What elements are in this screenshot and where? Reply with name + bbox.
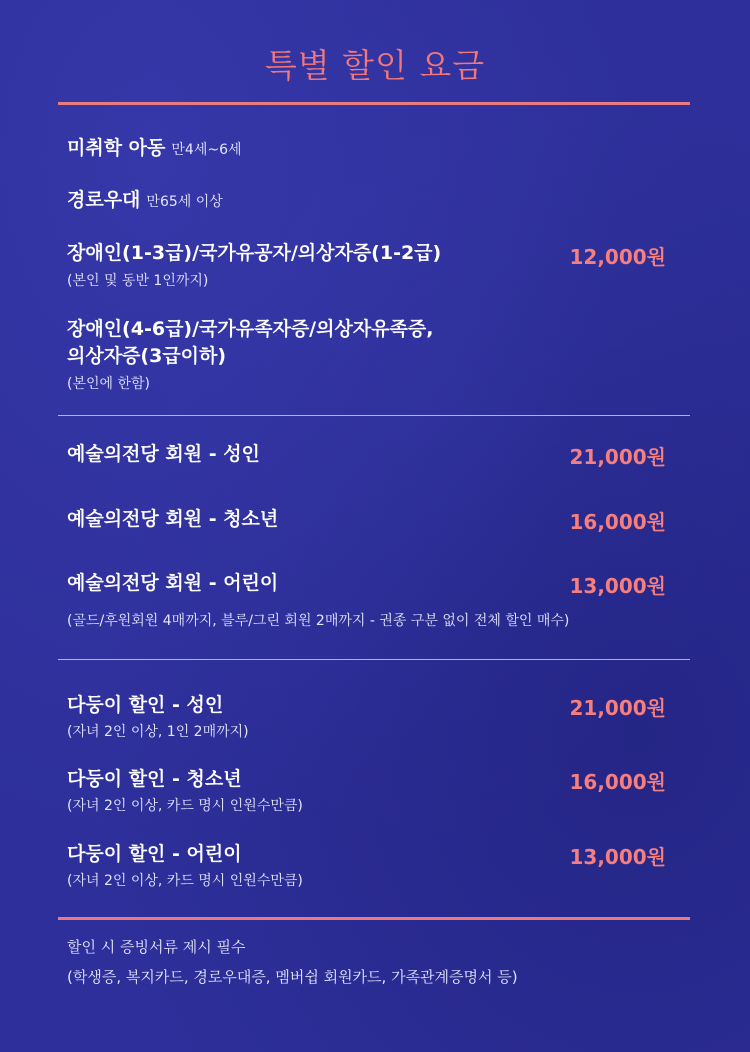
discount-detail: 만4세~6세 — [171, 142, 242, 158]
discount-label: 다둥이 할인 - 청소년 — [67, 768, 242, 790]
price-multichild-child: 13,000원 — [569, 845, 666, 869]
price-member-youth: 16,000원 — [569, 510, 666, 534]
section-divider — [58, 659, 690, 660]
title-divider — [58, 102, 690, 105]
discount-label: 예술의전당 회원 - 어린이 — [67, 572, 279, 594]
discount-label: 경로우대 — [67, 189, 141, 211]
discount-note: (자녀 2인 이상, 카드 명시 인원수만큼) — [67, 873, 303, 889]
discount-item-disability-4-6 — [67, 316, 667, 395]
price-multichild-youth: 16,000원 — [569, 770, 666, 794]
discount-label: 예술의전당 회원 - 성인 — [67, 443, 260, 465]
discount-label-line1: 장애인(4-6급)/국가유족자증/의상자유족증, — [67, 318, 434, 340]
discount-note: (자녀 2인 이상, 카드 명시 인원수만큼) — [67, 798, 303, 814]
discount-note: (자녀 2인 이상, 1인 2매까지) — [67, 724, 249, 740]
price-multichild-adult: 21,000원 — [569, 696, 666, 720]
price-group1: 12,000원 — [569, 245, 666, 269]
footer-line2: (학생증, 복지카드, 경로우대증, 멤버쉽 회원카드, 가족관계증명서 등) — [67, 968, 518, 986]
discount-item-preschool — [67, 135, 667, 162]
discount-label-line2: 의상자증(3급이하) — [67, 345, 227, 367]
price-member-adult: 21,000원 — [569, 445, 666, 469]
discount-detail: 만65세 이상 — [146, 194, 223, 210]
discount-item-senior — [67, 187, 667, 214]
discount-label: 다둥이 할인 - 성인 — [67, 694, 224, 716]
discount-label: 예술의전당 회원 - 청소년 — [67, 508, 279, 530]
section-divider — [58, 415, 690, 416]
footer-divider — [58, 917, 690, 920]
member-note — [67, 610, 707, 632]
discount-label: 장애인(1-3급)/국가유공자/의상자증(1-2급) — [67, 242, 442, 264]
discount-label: 미취학 아동 — [67, 137, 166, 159]
price-member-child: 13,000원 — [569, 574, 666, 598]
footer-line1: 할인 시 증빙서류 제시 필수 — [67, 938, 246, 956]
discount-label: 다둥이 할인 - 어린이 — [67, 843, 242, 865]
discount-note: (본인에 한함) — [67, 376, 150, 392]
discount-note: (골드/후원회원 4매까지, 블루/그린 회원 2매까지 - 권종 구분 없이 전체 할인 매수) — [67, 613, 570, 629]
page-title: 특별 할인 요금 — [264, 46, 486, 85]
footer-note — [67, 932, 518, 992]
discount-note: (본인 및 동반 1인까지) — [67, 273, 209, 289]
